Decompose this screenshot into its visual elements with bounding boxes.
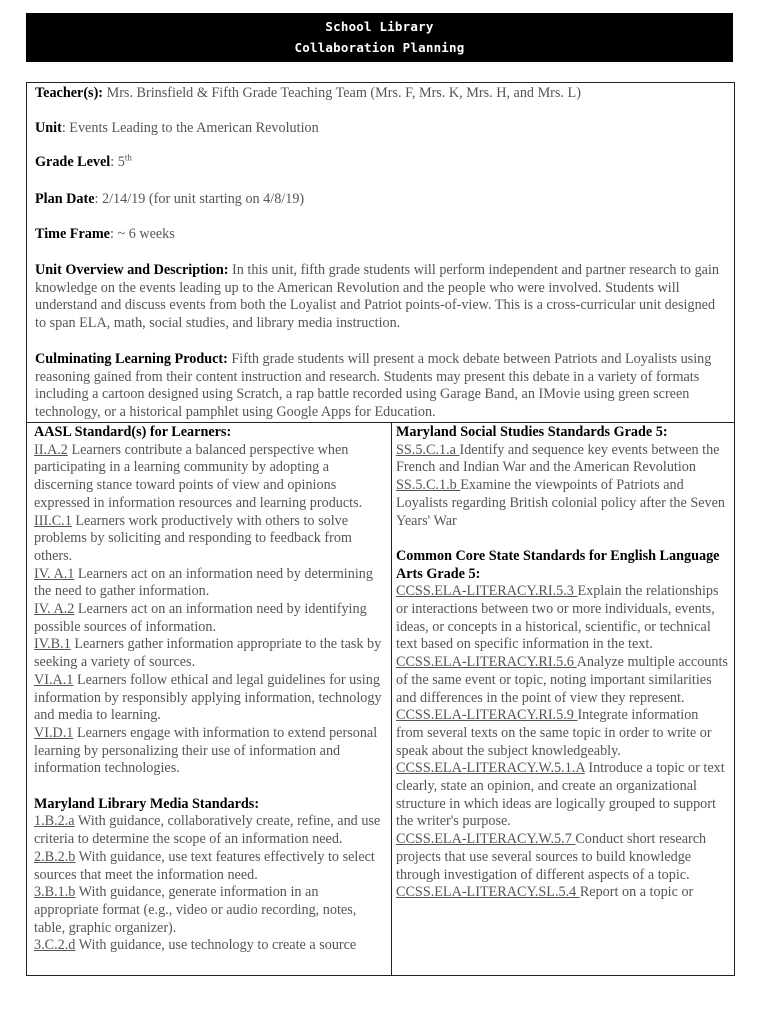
standard-description: With guidance, use technology to create a source xyxy=(75,937,357,954)
time-frame-row xyxy=(35,226,175,244)
overview-label: Unit Overview and Description: xyxy=(35,262,229,278)
standard-item xyxy=(34,813,386,848)
standard-description: Learners engage with information to extend personal learning by personalizing their use of information and information technologies. xyxy=(34,724,378,777)
standard-description: Explain the relationships or interactions between two or more individuals, events, ideas, or concepts in a historical, scientific, or technical text based on specific information in the text. xyxy=(396,583,719,653)
standard-item xyxy=(396,831,729,884)
standard-code-link[interactable]: SS.5.C.1.b xyxy=(396,477,461,494)
mlms-list xyxy=(34,813,386,955)
overview-value: In this unit, fifth grade students will perform independent and partner research to gain knowledge on the events leading up to the American Revolution and the people who were involved. Students will understand and discuss events from both the Loyalist and Patriot points-of-view. This is a cross-curricular unit designed to span ELA, math, social studies, and library media instruction. xyxy=(35,262,720,331)
standard-item xyxy=(396,884,729,902)
standard-code-link[interactable]: 1.B.2.a xyxy=(34,813,75,830)
standard-code-link[interactable]: CCSS.ELA-LITERACY.RI.5.6 xyxy=(396,654,577,671)
unit-value: : Events Leading to the American Revolution xyxy=(61,120,319,136)
standard-item xyxy=(34,884,386,937)
ccss-list xyxy=(396,583,729,902)
standard-code-link[interactable]: 3.B.1.b xyxy=(34,884,76,901)
teacher-value: Mrs. Brinsfield & Fifth Grade Teaching Team (Mrs. F, Mrs. K, Mrs. H, and Mrs. L) xyxy=(103,85,581,101)
plan-date-value: : 2/14/19 (for unit starting on 4/8/19) xyxy=(94,191,305,207)
standard-code-link[interactable]: 2.B.2.b xyxy=(34,848,76,865)
standard-item xyxy=(34,513,386,566)
mlms-heading: Maryland Library Media Standards: xyxy=(34,795,260,812)
standard-item xyxy=(34,566,386,601)
teacher-row xyxy=(35,85,581,103)
aasl-heading: AASL Standard(s) for Learners: xyxy=(34,424,232,440)
standard-description: Identify and sequence key events between the French and Indian War and the American Revolution xyxy=(396,441,720,476)
standard-code-link[interactable]: CCSS.ELA-LITERACY.W.5.7 xyxy=(396,831,576,848)
time-frame-value: : ~ 6 weeks xyxy=(109,226,175,242)
overview-row xyxy=(35,262,725,332)
standard-description: Introduce a topic or text clearly, state an opinion, and create an organizational structure in which ideas are logically grouped to support the writer's purpose. xyxy=(396,760,725,830)
column-divider xyxy=(391,422,392,976)
standard-item xyxy=(34,672,386,725)
right-standards-column xyxy=(396,424,729,902)
standard-item xyxy=(396,654,729,707)
unit-row xyxy=(35,120,319,138)
standard-code-link[interactable]: VI.A.1 xyxy=(34,671,74,688)
standard-item xyxy=(396,442,729,477)
standard-description: Integrate information from several texts on the same topic in order to write or speak about the subject knowledgeably. xyxy=(396,707,712,759)
standard-description: With guidance, generate information in an appropriate format (e.g., video or audio recording, notes, table, graphic organizer). xyxy=(34,884,357,936)
time-frame-label: Time Frame xyxy=(35,226,110,242)
grade-superscript: th xyxy=(124,152,132,163)
standard-item xyxy=(396,583,729,654)
standard-item xyxy=(34,849,386,884)
standard-code-link[interactable]: CCSS.ELA-LITERACY.W.5.1.A xyxy=(396,760,585,777)
unit-label: Unit xyxy=(35,120,62,136)
standard-code-link[interactable]: IV. A.1 xyxy=(34,565,75,582)
standard-item xyxy=(34,636,386,671)
standard-code-link[interactable]: SS.5.C.1.a xyxy=(396,441,460,458)
plan-date-label: Plan Date xyxy=(35,191,95,207)
standard-description: With guidance, collaboratively create, refine, and use criteria to determine the scope of an information need. xyxy=(34,813,381,848)
standard-code-link[interactable]: IV.B.1 xyxy=(34,636,71,653)
standard-description: Learners follow ethical and legal guidelines for using information by responsibly applying information, technology and media to learning. xyxy=(34,671,382,724)
ccss-heading: Common Core State Standards for English Language Arts Grade 5: xyxy=(396,547,720,582)
standard-description: Learners act on an information need by identifying possible sources of information. xyxy=(34,601,367,635)
planning-table xyxy=(26,82,735,976)
header-title: School Library xyxy=(325,19,434,34)
standard-description: Learners contribute a balanced perspective when participating in a learning community by adopting a discerning stance toward points of view and opinions expressed in information resources and learning products. xyxy=(34,441,363,511)
product-label: Culminating Learning Product: xyxy=(35,351,228,367)
product-value: Fifth grade students will present a mock debate between Patriots and Loyalists using reasoning gained from their content instruction and research. Students may present this debate in a variety of formats including a cartoon designed using Scratch, a rap battle recorded using Garage Band, an IMovie using green screen technology, or a historical pamphlet using Google Apps for Education. xyxy=(35,351,712,420)
left-standards-column xyxy=(34,424,386,955)
grade-row xyxy=(35,154,132,172)
standard-description: Analyze multiple accounts of the same event or topic, noting important similarities and differences in the point of view they represent. xyxy=(396,654,728,706)
aasl-list xyxy=(34,442,386,778)
grade-label: Grade Level xyxy=(35,154,111,170)
standard-item xyxy=(34,442,386,513)
standard-description: Learners gather information appropriate to the task by seeking a variety of sources. xyxy=(34,636,382,671)
standard-description: Learners work productively with others to solve problems by soliciting and responding to feedback from others. xyxy=(34,512,352,564)
standard-item xyxy=(34,937,386,955)
standard-description: Report on a topic or xyxy=(579,884,694,901)
standard-description: With guidance, use text features effectively to select sources that meet the information need. xyxy=(34,848,375,883)
standard-code-link[interactable]: CCSS.ELA-LITERACY.SL.5.4 xyxy=(396,884,580,901)
standard-item xyxy=(396,477,729,530)
product-row xyxy=(35,351,725,421)
standard-description: Conduct short research projects that use several sources to build knowledge through investigation of different aspects of a topic. xyxy=(396,831,707,883)
plan-date-row xyxy=(35,191,304,209)
standard-item xyxy=(396,760,729,831)
standard-code-link[interactable]: IV. A.2 xyxy=(34,601,75,618)
standard-code-link[interactable]: CCSS.ELA-LITERACY.RI.5.3 xyxy=(396,583,578,600)
standard-item xyxy=(34,725,386,778)
mss-list xyxy=(396,442,729,531)
mss-heading: Maryland Social Studies Standards Grade 5: xyxy=(396,424,668,440)
standard-code-link[interactable]: II.A.2 xyxy=(34,441,68,458)
standard-description: Examine the viewpoints of Patriots and Loyalists regarding British colonial policy after the Seven Years' War xyxy=(396,477,725,529)
standard-code-link[interactable]: CCSS.ELA-LITERACY.RI.5.9 xyxy=(396,707,578,724)
document-header xyxy=(26,13,733,62)
grade-value: : 5 xyxy=(110,154,125,170)
standard-description: Learners act on an information need by determining the need to gather information. xyxy=(34,565,373,600)
standard-item xyxy=(34,601,386,636)
header-subtitle: Collaboration Planning xyxy=(294,40,465,55)
standard-code-link[interactable]: 3.C.2.d xyxy=(34,937,76,954)
standard-code-link[interactable]: III.C.1 xyxy=(34,512,72,529)
unit-info-section xyxy=(27,83,734,422)
standard-code-link[interactable]: VI.D.1 xyxy=(34,724,74,741)
standard-item xyxy=(396,707,729,760)
section-divider xyxy=(27,422,734,423)
teacher-label: Teacher(s): xyxy=(35,85,104,101)
